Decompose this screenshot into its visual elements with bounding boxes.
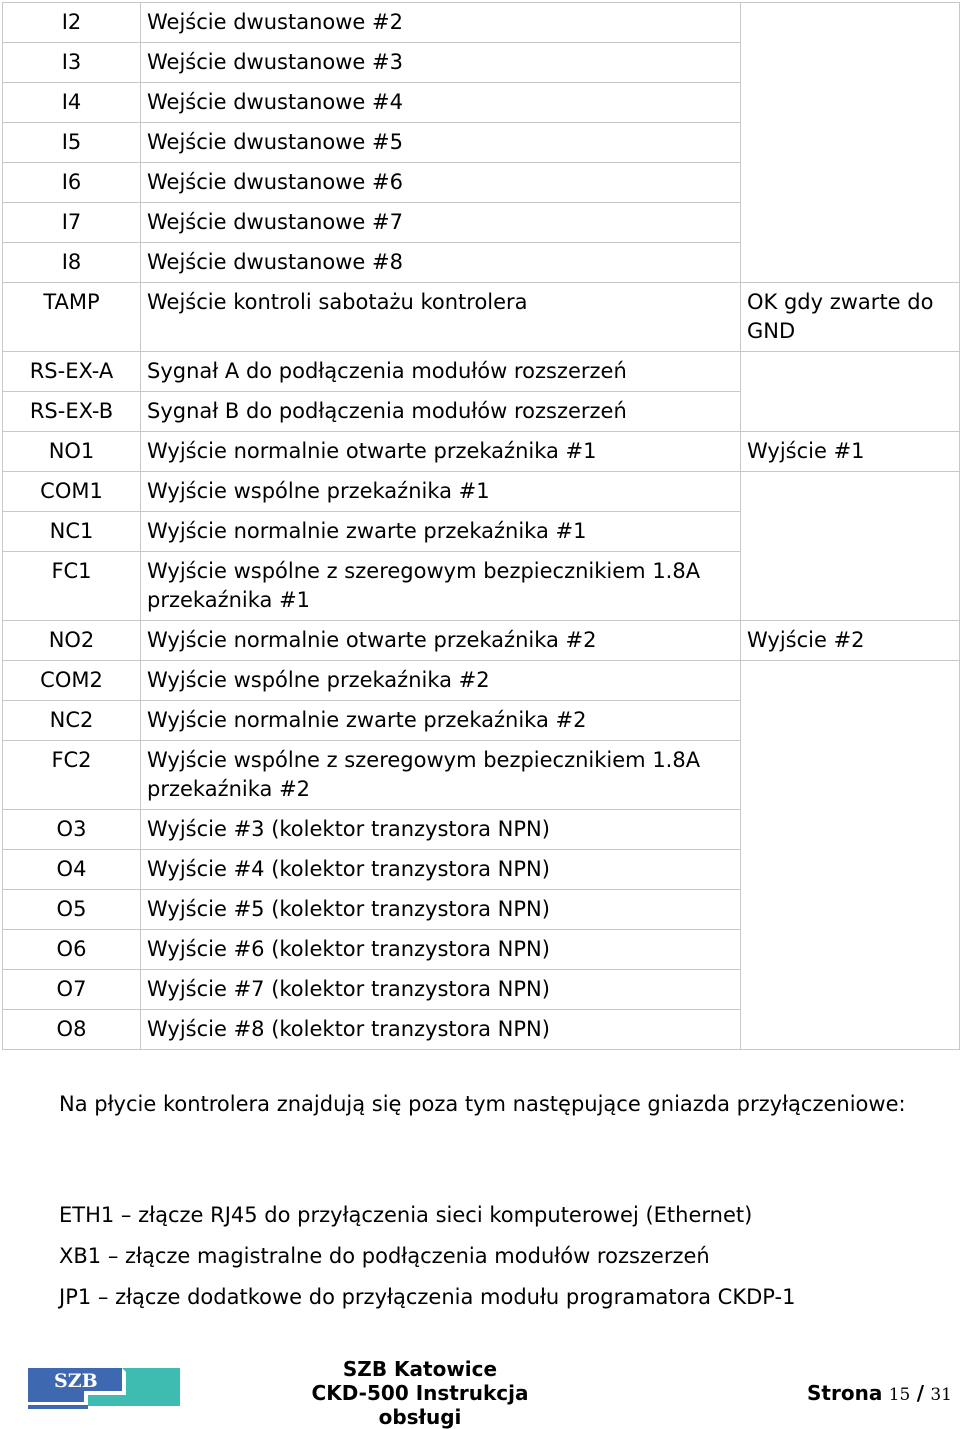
- connector-eth1: ETH1 – złącze RJ45 do przyłączenia sieci komputerowej (Ethernet): [59, 1203, 753, 1227]
- table-row: [3, 661, 960, 701]
- description-cell: Sygnał B do podłączenia modułów rozszerzeń: [141, 392, 741, 432]
- description-cell: Wyjście normalnie zwarte przekaźnika #2: [141, 701, 741, 741]
- description-cell: Wyjście normalnie otwarte przekaźnika #1: [141, 432, 741, 472]
- signal-cell: I5: [3, 123, 141, 163]
- signal-cell: NO2: [3, 621, 141, 661]
- page-label: Strona: [807, 1381, 883, 1405]
- signal-cell: O5: [3, 890, 141, 930]
- description-cell: Wyjście normalnie otwarte przekaźnika #2: [141, 621, 741, 661]
- signal-cell: I2: [3, 3, 141, 43]
- table-row: [3, 432, 960, 472]
- description-cell: Wejście kontroli sabotażu kontrolera: [141, 283, 741, 352]
- description-cell: Wejście dwustanowe #8: [141, 243, 741, 283]
- empty-note-cell: [741, 352, 960, 432]
- description-cell: Wyjście #5 (kolektor tranzystora NPN): [141, 890, 741, 930]
- empty-note-cell: [741, 661, 960, 1050]
- signal-cell: TAMP: [3, 283, 141, 352]
- connector-jp1: JP1 – złącze dodatkowe do przyłączenia modułu programatora CKDP-1: [59, 1285, 796, 1309]
- footer-center: [270, 1357, 570, 1429]
- description-cell: Wyjście normalnie zwarte przekaźnika #1: [141, 512, 741, 552]
- signal-cell: NC1: [3, 512, 141, 552]
- signal-cell: I7: [3, 203, 141, 243]
- signal-cell: O4: [3, 850, 141, 890]
- note-cell: OK gdy zwarte do GND: [741, 283, 960, 352]
- connector-xb1: XB1 – złącze magistralne do podłączenia modułów rozszerzeń: [59, 1244, 710, 1268]
- logo-text: SZB: [54, 1370, 98, 1392]
- signal-cell: I4: [3, 83, 141, 123]
- table-row: [3, 352, 960, 392]
- terminal-table: [2, 2, 960, 1050]
- table-row: [3, 3, 960, 43]
- signal-cell: NO1: [3, 432, 141, 472]
- connectors-intro: Na płycie kontrolera znajdują się poza tym następujące gniazda przyłączeniowe:: [59, 1092, 906, 1116]
- description-cell: Wejście dwustanowe #7: [141, 203, 741, 243]
- description-cell: Sygnał A do podłączenia modułów rozszerzeń: [141, 352, 741, 392]
- signal-cell: O3: [3, 810, 141, 850]
- footer-doc-title: CKD-500 Instrukcja obsługi: [311, 1381, 529, 1429]
- description-cell: Wejście dwustanowe #3: [141, 43, 741, 83]
- signal-cell: O6: [3, 930, 141, 970]
- note-cell: Wyjście #1: [741, 432, 960, 472]
- signal-cell: O7: [3, 970, 141, 1010]
- description-cell: Wyjście #8 (kolektor tranzystora NPN): [141, 1010, 741, 1050]
- page-separator: /: [916, 1381, 924, 1405]
- szb-logo: [26, 1358, 184, 1411]
- note-cell: Wyjście #2: [741, 621, 960, 661]
- description-cell: Wyjście #7 (kolektor tranzystora NPN): [141, 970, 741, 1010]
- description-cell: Wejście dwustanowe #5: [141, 123, 741, 163]
- description-cell: Wejście dwustanowe #2: [141, 3, 741, 43]
- description-cell: Wyjście wspólne z szeregowym bezpiecznikiem 1.8A przekaźnika #2: [141, 741, 741, 810]
- signal-cell: O8: [3, 1010, 141, 1050]
- description-cell: Wejście dwustanowe #6: [141, 163, 741, 203]
- description-cell: Wyjście wspólne przekaźnika #2: [141, 661, 741, 701]
- logo-blue-stripe: [28, 1405, 88, 1409]
- table-row: [3, 472, 960, 512]
- description-cell: Wyjście wspólne z szeregowym bezpiecznikiem 1.8A przekaźnika #1: [141, 552, 741, 621]
- description-cell: Wyjście #6 (kolektor tranzystora NPN): [141, 930, 741, 970]
- page-indicator: [807, 1381, 952, 1407]
- signal-cell: I6: [3, 163, 141, 203]
- page-total: 31: [930, 1385, 952, 1405]
- empty-note-cell: [741, 472, 960, 621]
- footer-company: SZB Katowice: [342, 1357, 498, 1381]
- description-cell: Wejście dwustanowe #4: [141, 83, 741, 123]
- signal-cell: COM2: [3, 661, 141, 701]
- signal-cell: COM1: [3, 472, 141, 512]
- signal-cell: NC2: [3, 701, 141, 741]
- description-cell: Wyjście #3 (kolektor tranzystora NPN): [141, 810, 741, 850]
- empty-note-cell: [741, 3, 960, 283]
- table-row: [3, 621, 960, 661]
- signal-cell: RS-EX-A: [3, 352, 141, 392]
- signal-cell: I3: [3, 43, 141, 83]
- table-row: [3, 283, 960, 352]
- signal-cell: FC1: [3, 552, 141, 621]
- description-cell: Wyjście wspólne przekaźnika #1: [141, 472, 741, 512]
- page-current: 15: [888, 1385, 911, 1405]
- signal-cell: I8: [3, 243, 141, 283]
- signal-cell: FC2: [3, 741, 141, 810]
- description-cell: Wyjście #4 (kolektor tranzystora NPN): [141, 850, 741, 890]
- signal-cell: RS-EX-B: [3, 392, 141, 432]
